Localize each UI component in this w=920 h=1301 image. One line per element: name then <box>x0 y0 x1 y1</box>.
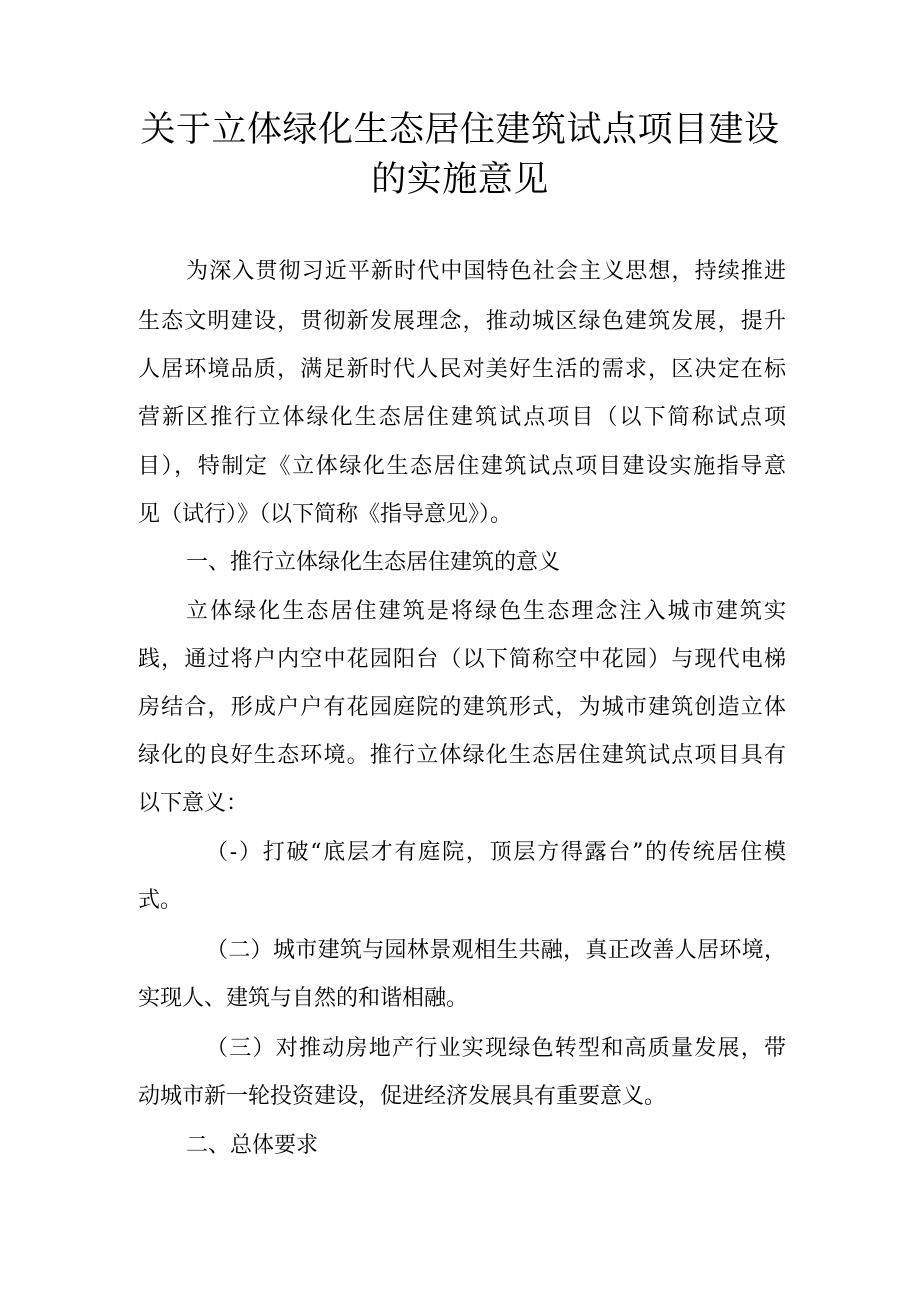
list-item-1-line: 式。 <box>138 888 183 913</box>
section1-paragraph-line: 立体绿化生态居住建筑是将绿色生态理念注入城市建筑实 <box>186 599 786 624</box>
section1-paragraph-line: 以下意义： <box>138 791 249 816</box>
section1-paragraph-line: 践，通过将户内空中花园阳台（以下简称空中花园）与现代电梯 <box>138 647 786 672</box>
list-item-3-line: 动城市新一轮投资建设，促进经济发展具有重要意义。 <box>138 1084 667 1109</box>
list-item-2-line: 实现人、建筑与自然的和谐相融。 <box>138 986 469 1011</box>
intro-paragraph-line: 生态文明建设，贯彻新发展理念，推动城区绿色建筑发展，提升 <box>138 309 786 334</box>
list-item-2-line: （二）城市建筑与园林景观相生共融，真正改善人居环境， <box>206 938 786 963</box>
intro-paragraph-line: 营新区推行立体绿化生态居住建筑试点项目（以下简称试点项 <box>138 405 786 430</box>
intro-paragraph-line: 为深入贯彻习近平新时代中国特色社会主义思想，持续推进 <box>186 259 786 284</box>
intro-paragraph-line: 人居环境品质，满足新时代人民对美好生活的需求，区决定在标 <box>138 357 786 382</box>
document-title-line-2: 的实施意见 <box>371 160 549 200</box>
section-heading-2: 二、总体要求 <box>186 1133 319 1158</box>
section-heading-1: 一、推行立体绿化生态居住建筑的意义 <box>186 550 561 575</box>
list-item-1-line: （-）打破“底层才有庭院，顶层方得露台”的传统居住模 <box>206 840 786 865</box>
document-title-line-1: 关于立体绿化生态居住建筑试点项目建设 <box>140 110 780 150</box>
section1-paragraph-line: 绿化的良好生态环境。推行立体绿化生态居住建筑试点项目具有 <box>138 743 786 768</box>
section1-paragraph-line: 房结合，形成户户有花园庭院的建筑形式，为城市建筑创造立体 <box>138 695 786 720</box>
list-item-3-line: （三）对推动房地产行业实现绿色转型和高质量发展，带 <box>206 1036 786 1061</box>
intro-paragraph-line: 见（试行）》（以下简称《指导意见》）。 <box>138 502 513 527</box>
intro-paragraph-line: 目），特制定《立体绿化生态居住建筑试点项目建设实施指导意 <box>138 454 786 479</box>
